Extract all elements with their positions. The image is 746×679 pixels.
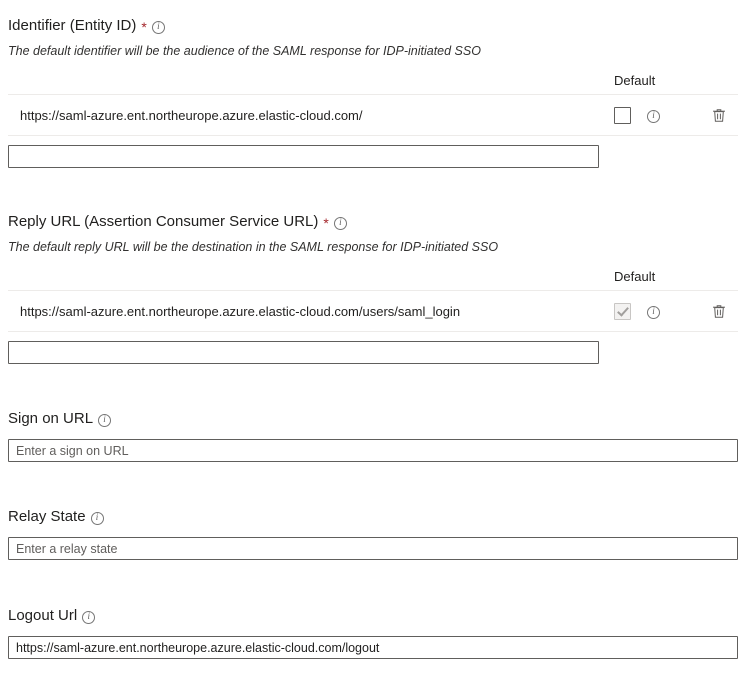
- table-row: [8, 291, 738, 332]
- logout-url-label-row: [8, 606, 738, 626]
- reply-url-required-asterisk: *: [323, 215, 329, 231]
- identifier-row-info-icon[interactable]: i: [647, 110, 660, 123]
- logout-url-label: Logout Url: [8, 607, 78, 624]
- identifier-new-value-input[interactable]: [8, 145, 599, 168]
- reply-url-table: [8, 269, 738, 364]
- identifier-required-asterisk: *: [141, 19, 147, 35]
- reply-url-section: [8, 212, 738, 364]
- identifier-table: [8, 73, 738, 168]
- relay-state-info-icon[interactable]: i: [91, 512, 104, 525]
- reply-url-add-row: [8, 332, 738, 364]
- logout-url-input[interactable]: [8, 636, 738, 659]
- sign-on-url-info-icon[interactable]: i: [98, 414, 111, 427]
- reply-url-label-row: [8, 212, 738, 232]
- identifier-value: https://saml-azure.ent.northeurope.azure.elastic-cloud.com/: [20, 107, 363, 123]
- identifier-section: [8, 16, 738, 168]
- reply-url-default-checkbox[interactable]: [614, 303, 631, 320]
- reply-url-row-info-icon[interactable]: i: [647, 306, 660, 319]
- reply-url-new-value-input[interactable]: [8, 341, 599, 364]
- table-row: [8, 95, 738, 136]
- sign-on-url-label: Sign on URL: [8, 410, 94, 427]
- sign-on-url-input[interactable]: [8, 439, 738, 462]
- identifier-header-default-col: Default: [614, 73, 656, 88]
- relay-state-section: [8, 507, 738, 560]
- reply-url-table-header: [8, 269, 738, 291]
- identifier-info-icon[interactable]: i: [152, 21, 165, 34]
- identifier-label: Identifier (Entity ID): [8, 17, 137, 34]
- reply-url-row-controls: [606, 303, 738, 320]
- identifier-delete-icon[interactable]: [712, 108, 726, 123]
- reply-url-info-icon[interactable]: i: [334, 217, 347, 230]
- identifier-default-checkbox[interactable]: [614, 107, 631, 124]
- reply-url-delete-icon[interactable]: [712, 304, 726, 319]
- reply-url-value: https://saml-azure.ent.northeurope.azure.elastic-cloud.com/users/saml_login: [20, 303, 461, 319]
- identifier-row-controls: [606, 107, 738, 124]
- relay-state-input[interactable]: [8, 537, 738, 560]
- sign-on-url-section: [8, 409, 738, 462]
- reply-url-hint: The default reply URL will be the destination in the SAML response for IDP-initiated SSO: [8, 240, 499, 254]
- sign-on-url-label-row: [8, 409, 738, 429]
- identifier-add-row: [8, 136, 738, 168]
- reply-url-label: Reply URL (Assertion Consumer Service URL): [8, 213, 319, 230]
- relay-state-label: Relay State: [8, 508, 86, 525]
- logout-url-info-icon[interactable]: i: [82, 611, 95, 624]
- reply-url-header-default-col: Default: [614, 269, 656, 284]
- identifier-label-row: [8, 16, 738, 36]
- relay-state-label-row: [8, 507, 738, 527]
- identifier-hint: The default identifier will be the audience of the SAML response for IDP-initiated SSO: [8, 44, 481, 58]
- logout-url-section: [8, 606, 738, 659]
- identifier-table-header: [8, 73, 738, 95]
